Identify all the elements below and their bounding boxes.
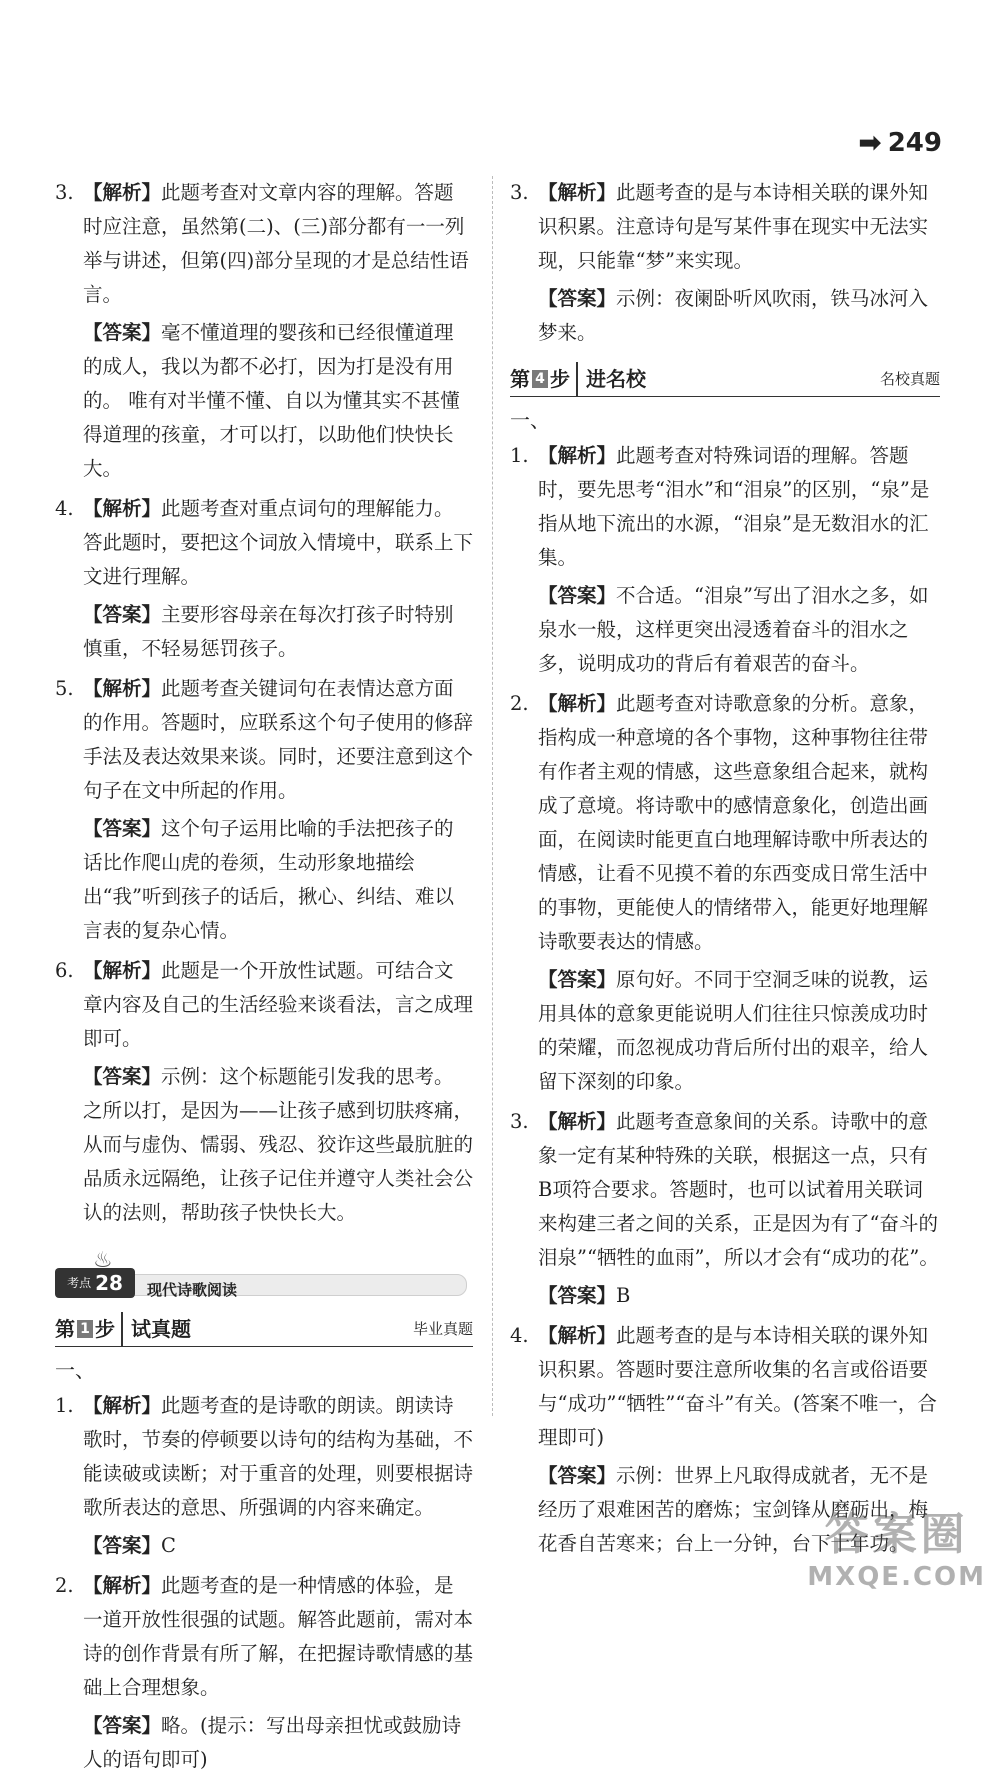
left-column [55,176,473,1783]
step-name: 进名校 [586,367,646,391]
item-number: 3. [510,1110,529,1133]
item-number: 3. [55,181,74,204]
section-heading: 一、 [55,1358,95,1382]
answer-text: 示例：夜阑卧听风吹雨，铁马冰河入梦来。 [538,287,929,344]
answer-item [510,1279,940,1313]
analysis-item [55,492,473,594]
analysis-text: 此题考查的是一种情感的体验，是一道开放性很强的试题。解答此题前，需对本诗的创作背景有所了解，在把握诗歌情感的基础上合理想象。 [83,1574,474,1699]
analysis-item [55,176,473,312]
answer-tag: 【答案】 [538,1284,617,1307]
answer-item [510,282,940,350]
analysis-tag: 【解析】 [83,1394,162,1417]
item-number: 2. [55,1574,74,1597]
item-number: 1. [510,444,529,467]
answer-tag: 【答案】 [538,968,617,991]
analysis-item [55,672,473,808]
answer-text: 示例：这个标题能引发我的思考。之所以打，是因为——让孩子感到切肤疼痛，从而与虚伪、懦弱、残忍、狡诈这些最肮脏的品质永远隔绝，让孩子记住并遵守人类社会公认的法则，帮助孩子快快长大。 [83,1065,474,1224]
analysis-item [510,687,940,959]
step-header-4 [510,362,940,397]
answer-text: 主要形容母亲在每次打孩子时特别慎重，不轻易惩罚孩子。 [83,603,454,660]
analysis-tag: 【解析】 [538,181,617,204]
answer-item [55,812,473,948]
analysis-text: 此题考查关键词句在表情达意方面的作用。答题时，应联系这个句子使用的修辞手法及表达效果来谈。同时，还要注意到这个句子在文中所起的作用。 [83,677,474,802]
item-number: 4. [510,1324,529,1347]
kaodian-label: 考点 [67,1276,92,1290]
analysis-tag: 【解析】 [83,181,162,204]
item-number: 1. [55,1394,74,1417]
analysis-item [510,1319,940,1455]
analysis-text: 此题考查对特殊词语的理解。答题时，要先思考“泪水”和“泪泉”的区别，“泉”是指从地下流出的水源，“泪泉”是无数泪水的汇集。 [538,444,930,569]
item-number: 5. [55,677,74,700]
section-heading: 一、 [510,408,550,432]
answer-text: C [161,1534,176,1557]
answer-tag: 【答案】 [83,1065,162,1088]
answer-item [510,579,940,681]
answer-tag: 【答案】 [83,817,162,840]
analysis-tag: 【解析】 [83,677,162,700]
answer-text: 示例：世界上凡取得成就者，无不是经历了艰难困苦的磨炼；宝剑锋从磨砺出，梅花香自苦寒来；台上一分钟，台下十年功。 [538,1464,929,1555]
watermark-logo [807,1498,986,1592]
answer-text: 毫不懂道理的婴孩和已经很懂道理的成人，我以为都不必打，因为打是没有用的。 唯有对半懂不懂、自以为懂其实不甚懂得道理的孩童，才可以打，以助他们快快长大。 [83,321,460,480]
answer-text: 这个句子运用比喻的手法把孩子的话比作爬山虎的卷须，生动形象地描绘出“我”听到孩子的话后，揪心、纠结、难以言表的复杂心情。 [83,817,454,942]
answer-text: B [616,1284,631,1307]
analysis-tag: 【解析】 [83,959,162,982]
page-number-value: 249 [887,128,942,158]
page-number [858,128,942,158]
right-answer-list [510,176,940,350]
step-label: 第 4 步 [510,362,578,396]
answer-item [55,598,473,666]
analysis-text: 此题考查对文章内容的理解。答题时应注意，虽然第(二)、(三)部分都有一一列举与讲述，但第(四)部分呈现的才是总结性语言。 [83,181,469,306]
answer-item [55,1529,473,1563]
analysis-text: 此题考查的是与本诗相关联的课外知识积累。答题时要注意所收集的名言或俗语要与“成功”“牺牲”“奋斗”有关。(答案不唯一，合理即可) [538,1324,937,1449]
answer-tag: 【答案】 [83,1714,162,1737]
analysis-tag: 【解析】 [83,497,162,520]
step-category: 名校真题 [879,370,940,388]
flame-icon: ♨ [93,1248,113,1273]
analysis-tag: 【解析】 [538,692,617,715]
step-number: 4 [532,370,548,388]
analysis-text: 此题考查的是诗歌的朗读。朗读诗歌时，节奏的停顿要以诗句的结构为基础，不能读破或读断；对于重音的处理，则要根据诗歌所表达的意思、所强调的内容来确定。 [83,1394,474,1519]
analysis-tag: 【解析】 [538,1110,617,1133]
analysis-tag: 【解析】 [83,1574,162,1597]
right-column [510,176,940,1567]
analysis-item [55,1389,473,1525]
analysis-text: 此题考查对重点词句的理解能力。答此题时，要把这个词放入情境中，联系上下文进行理解。 [83,497,474,588]
analysis-item [55,1569,473,1705]
arrow-right-icon: ➡ [858,126,882,159]
kaodian-number: 28 [95,1271,123,1295]
answer-tag: 【答案】 [83,603,162,626]
answer-tag: 【答案】 [538,1464,617,1487]
analysis-text: 此题是一个开放性试题。可结合文章内容及自己的生活经验来谈看法，言之成理即可。 [83,959,474,1050]
kaodian-header [55,1248,473,1300]
left-answer-list-2 [55,1389,473,1777]
step-label: 第 1 步 [55,1312,123,1346]
analysis-text: 此题考查意象间的关系。诗歌中的意象一定有某种特殊的关联，根据这一点，只有B项符合要求。答题时，也可以试着用关联词来构建三者之间的关系，正是因为有了“奋斗的泪泉”“牺牲的血雨”，所以才会有“成功的花”。 [538,1110,939,1269]
step-header-1 [55,1312,473,1347]
watermark-text: 答案圈 [824,1509,969,1560]
analysis-text: 此题考查对诗歌意象的分析。意象，指构成一种意境的各个事物，这种事物往往带有作者主观的情感，这些意象组合起来，就构成了意境。将诗歌中的感情意象化，创造出画面，在阅读时能更直白地理解诗歌中所表达的情感，让看不见摸不着的东西变成日常生活中的事物，更能使人的情绪带入，能更好地理解诗歌要表达的情感。 [538,692,929,953]
answer-item [55,1060,473,1230]
answer-tag: 【答案】 [83,1534,162,1557]
column-divider [492,176,493,1416]
answer-text: 原句好。不同于空洞乏味的说教，运用具体的意象更能说明人们往往只惊羡成功时的荣耀，而忽视成功背后所付出的艰辛，给人留下深刻的印象。 [538,968,929,1093]
analysis-item [510,1105,940,1275]
item-number: 6. [55,959,74,982]
answer-item [55,316,473,486]
analysis-tag: 【解析】 [538,444,617,467]
left-answer-list [55,176,473,1230]
answer-tag: 【答案】 [538,287,617,310]
item-number: 3. [510,181,529,204]
answer-tag: 【答案】 [83,321,162,344]
right-answer-list-2 [510,439,940,1561]
analysis-text: 此题考查的是与本诗相关联的课外知识积累。注意诗句是写某件事在现实中无法实现，只能靠“梦”来实现。 [538,181,929,272]
step-category: 毕业真题 [412,1320,473,1338]
item-number: 2. [510,692,529,715]
answer-item [510,963,940,1099]
step-number: 1 [77,1320,93,1338]
answer-text: 略。(提示：写出母亲担忧或鼓励诗人的语句即可) [83,1714,462,1771]
analysis-item [510,176,940,278]
analysis-tag: 【解析】 [538,1324,617,1347]
answer-text: 不合适。“泪泉”写出了泪水之多，如泉水一般，这样更突出浸透着奋斗的泪水之多，说明成功的背后有着艰苦的奋斗。 [538,584,929,675]
watermark-url: MXQE.COM [807,1562,986,1592]
analysis-item [510,439,940,575]
kaodian-title: 现代诗歌阅读 [147,1281,238,1299]
step-name: 试真题 [131,1317,191,1341]
answer-tag: 【答案】 [538,584,617,607]
analysis-item [55,954,473,1056]
answer-item [55,1709,473,1777]
item-number: 4. [55,497,74,520]
